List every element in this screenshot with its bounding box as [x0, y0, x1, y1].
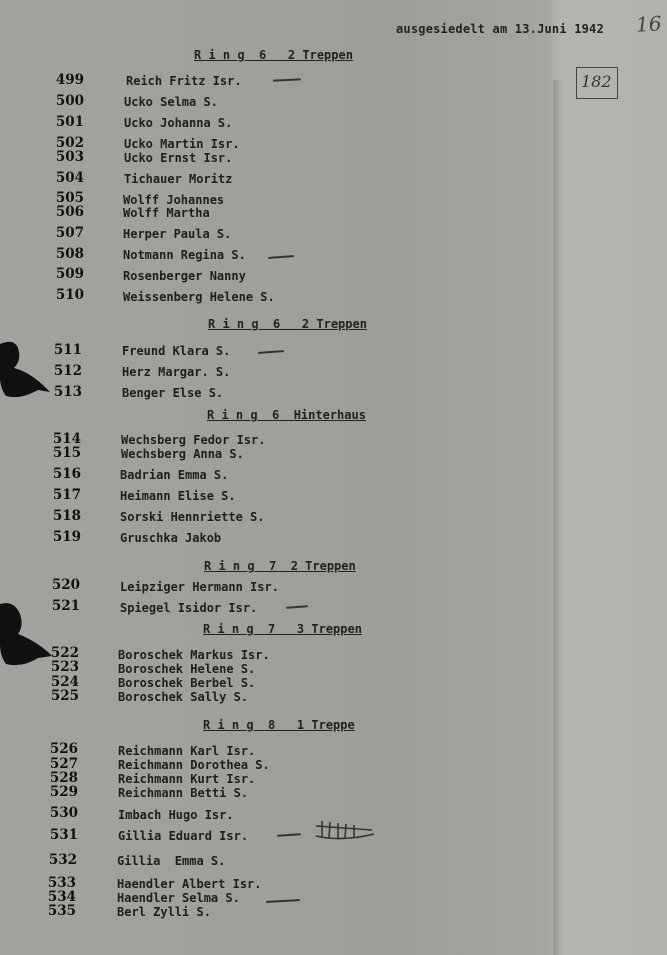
- entry-number: 531: [49, 827, 78, 843]
- entry-number: 509: [55, 266, 84, 282]
- entry-name: Haendler Selma S.: [117, 891, 240, 905]
- entry-number: 525: [50, 688, 79, 704]
- tick-mark: [268, 255, 294, 259]
- entry-number: 503: [55, 149, 84, 165]
- entry-number: 517: [52, 487, 81, 503]
- entry-name: Gruschka Jakob: [120, 531, 222, 545]
- entry-number: 522: [50, 645, 79, 661]
- entry-number: 501: [55, 114, 84, 130]
- entry-name: Herper Paula S.: [123, 227, 232, 241]
- entry-number: 513: [53, 384, 82, 400]
- entry-name: Reichmann Dorothea S.: [118, 758, 270, 772]
- entry-number: 504: [55, 170, 84, 186]
- entry-number: 502: [55, 135, 84, 151]
- entry-number: 499: [55, 72, 84, 88]
- section-heading: R i n g 6 2 Treppen: [194, 48, 353, 62]
- entry-name: Tichauer Moritz: [124, 172, 233, 186]
- tick-mark: [286, 605, 308, 609]
- entry-number: 510: [55, 287, 84, 303]
- entry-name: Reich Fritz Isr.: [126, 74, 242, 88]
- section-heading: R i n g 8 1 Treppe: [203, 718, 355, 732]
- section-heading: R i n g 7 2 Treppen: [204, 559, 356, 573]
- page-fold-shadow: [553, 80, 565, 955]
- entry-number: 528: [49, 770, 78, 786]
- tick-mark: [277, 833, 301, 837]
- entry-name: Herz Margar. S.: [122, 365, 231, 379]
- entry-name: Spiegel Isidor Isr.: [120, 601, 258, 615]
- folio-stamp: [576, 67, 618, 99]
- entry-name: Gillia Eduard Isr.: [118, 829, 249, 843]
- entry-number: 529: [49, 784, 78, 800]
- section-heading: R i n g 6 2 Treppen: [208, 317, 367, 331]
- entry-name: Boroschek Sally S.: [118, 690, 249, 704]
- entry-number: 511: [53, 342, 82, 358]
- entry-name: Boroschek Helene S.: [118, 662, 256, 676]
- entry-number: 515: [52, 445, 81, 461]
- entry-name: Heimann Elise S.: [120, 489, 236, 503]
- entry-number: 514: [52, 431, 81, 447]
- entry-number: 518: [52, 508, 81, 524]
- entry-number: 534: [47, 889, 76, 905]
- entry-name: Leipziger Hermann Isr.: [120, 580, 279, 594]
- entry-name: Reichmann Kurt Isr.: [118, 772, 256, 786]
- tick-mark: [266, 899, 300, 903]
- entry-name: Imbach Hugo Isr.: [118, 808, 234, 822]
- entry-number: 524: [50, 674, 79, 690]
- entry-name: Badrian Emma S.: [120, 468, 229, 482]
- handwritten-page-number: 16: [635, 11, 663, 37]
- entry-name: Wechsberg Fedor Isr.: [121, 433, 266, 447]
- entry-number: 519: [52, 529, 81, 545]
- entry-number: 532: [48, 852, 77, 868]
- entry-name: Ucko Martin Isr.: [124, 137, 240, 151]
- scribble-mark: [312, 818, 378, 842]
- entry-name: Wolff Martha: [123, 206, 210, 220]
- entry-name: Notmann Regina S.: [123, 248, 246, 262]
- entry-number: 533: [47, 875, 76, 891]
- entry-number: 512: [53, 363, 82, 379]
- entry-name: Wolff Johannes: [123, 193, 225, 207]
- ink-blot: [0, 338, 52, 402]
- entry-name: Benger Else S.: [122, 386, 224, 400]
- entry-number: 527: [49, 756, 78, 772]
- tick-mark: [258, 350, 284, 354]
- entry-name: Boroschek Markus Isr.: [118, 648, 270, 662]
- section-heading: R i n g 6 Hinterhaus: [207, 408, 366, 422]
- entry-name: Haendler Albert Isr.: [117, 877, 262, 891]
- entry-name: Rosenberger Nanny: [123, 269, 246, 283]
- entry-number: 505: [55, 190, 84, 206]
- tick-mark: [273, 78, 301, 81]
- entry-name: Ucko Selma S.: [124, 95, 218, 109]
- entry-name: Ucko Johanna S.: [124, 116, 233, 130]
- entry-number: 506: [55, 204, 84, 220]
- entry-name: Wechsberg Anna S.: [121, 447, 244, 461]
- ink-blot: [0, 600, 52, 668]
- entry-number: 516: [52, 466, 81, 482]
- entry-name: Reichmann Betti S.: [118, 786, 249, 800]
- entry-name: Berl Zylli S.: [117, 905, 211, 919]
- entry-name: Sorski Hennriette S.: [120, 510, 265, 524]
- entry-number: 521: [51, 598, 80, 614]
- entry-number: 523: [50, 659, 79, 675]
- folio-number: 182: [581, 72, 612, 91]
- entry-name: Freund Klara S.: [122, 344, 231, 358]
- entry-name: Ucko Ernst Isr.: [124, 151, 233, 165]
- entry-name: Boroschek Berbel S.: [118, 676, 256, 690]
- entry-number: 508: [55, 246, 84, 262]
- entry-name: Gillia Emma S.: [117, 854, 226, 868]
- entry-number: 535: [47, 903, 76, 919]
- entry-number: 520: [51, 577, 80, 593]
- section-heading: R i n g 7 3 Treppen: [203, 622, 362, 636]
- entry-number: 507: [55, 225, 84, 241]
- entry-number: 526: [49, 741, 78, 757]
- entry-number: 500: [55, 93, 84, 109]
- header-note: ausgesiedelt am 13.Juni 1942: [396, 22, 604, 36]
- entry-name: Weissenberg Helene S.: [123, 290, 275, 304]
- entry-name: Reichmann Karl Isr.: [118, 744, 256, 758]
- entry-number: 530: [49, 805, 78, 821]
